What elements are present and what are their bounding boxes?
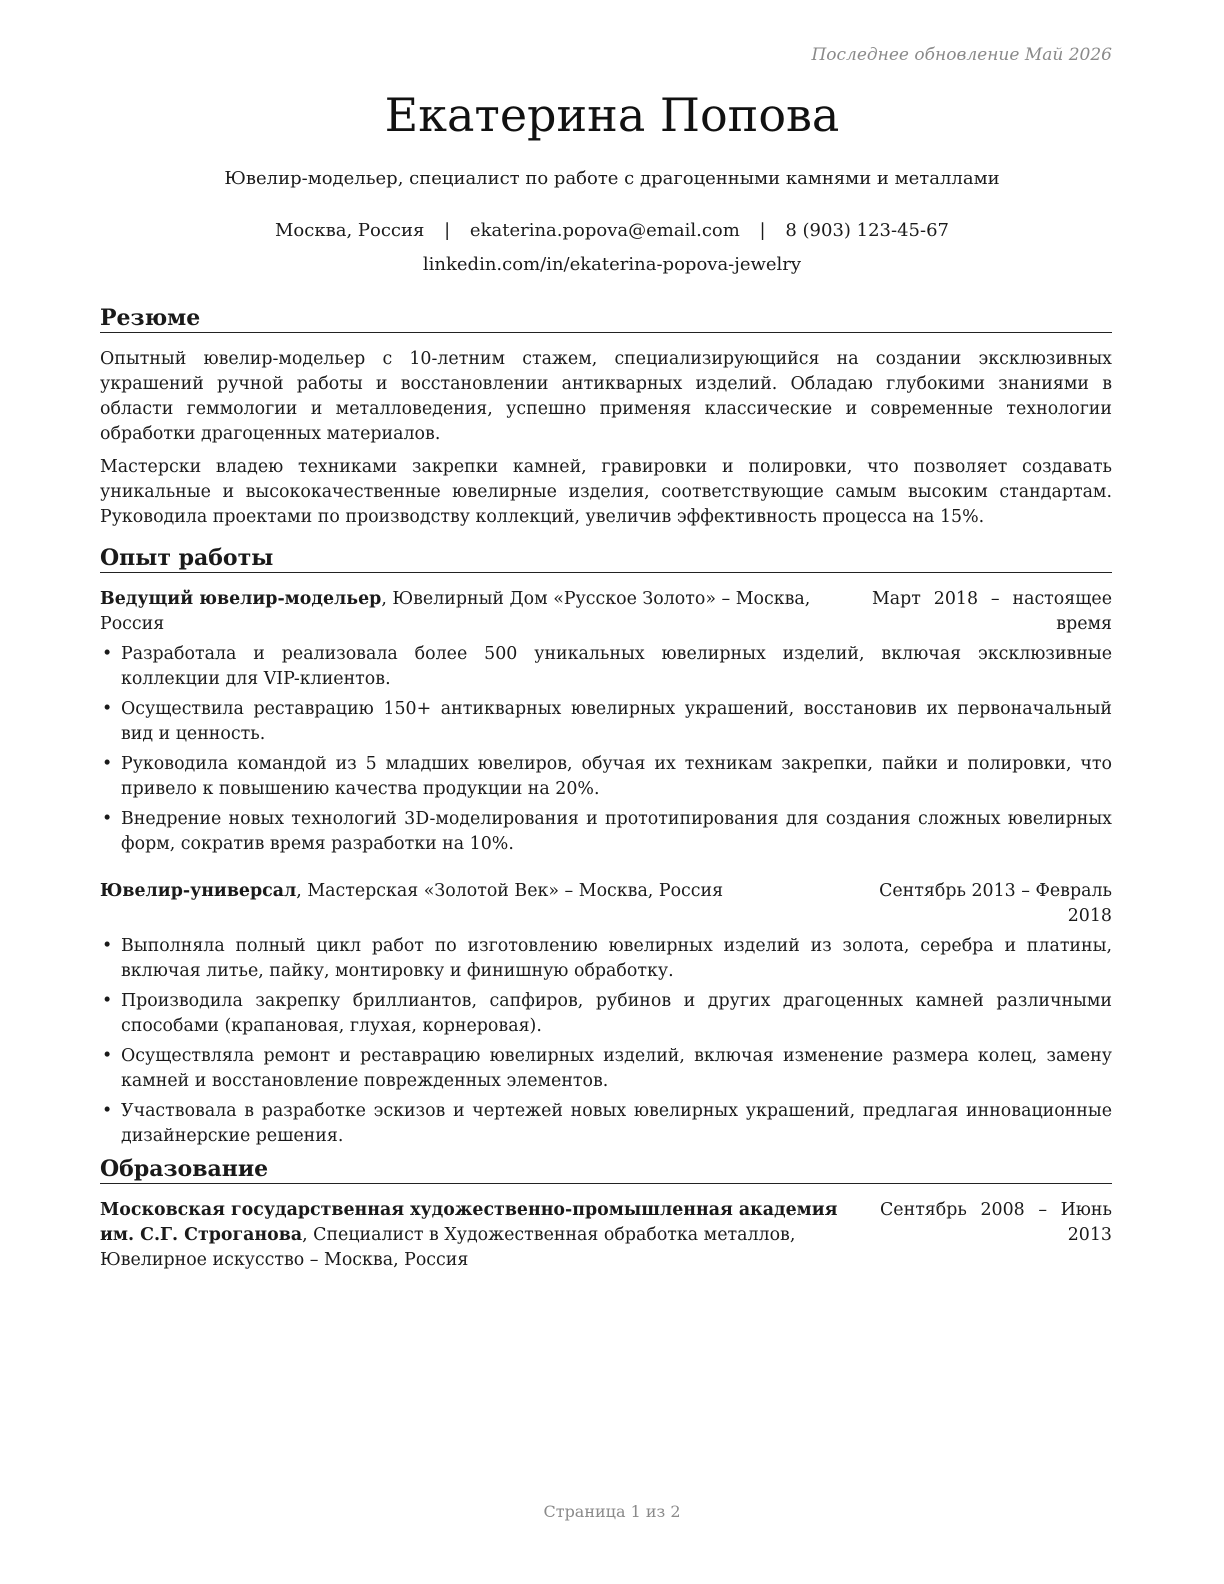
list-item: • Осуществила реставрацию 150+ антикварных ювелирных украшений, восстановив их первоначальный вид и ценность. xyxy=(100,697,1112,747)
job-company: , Ювелирный Дом «Русское Золото» – Москва, Россия xyxy=(100,589,811,634)
section-title-experience: Опыт работы xyxy=(100,544,1112,573)
education-details: , Специалист в Художественная обработка металлов, Ювелирное искусство – Москва, Россия xyxy=(100,1225,796,1270)
section-title-summary: Резюме xyxy=(100,304,1112,333)
list-item: • Производила закрепку бриллиантов, сапфиров, рубинов и других драгоценных камней различными способами (крапановая, глухая, корнеровая). xyxy=(100,989,1112,1039)
job-bullets xyxy=(100,642,1112,857)
list-item: • Внедрение новых технологий 3D-моделирования и прототипирования для создания сложных ювелирных форм, сократив время разработки на 10%. xyxy=(100,807,1112,857)
list-item: • Разработала и реализовала более 500 уникальных ювелирных изделий, включая эксклюзивные коллекции для VIP-клиентов. xyxy=(100,642,1112,692)
job-company: , Мастерская «Золотой Век» – Москва, Россия xyxy=(296,881,724,901)
job-dates: Март 2018 – настоящее время xyxy=(872,589,1112,634)
summary-paragraph: Мастерски владею техниками закрепки камней, гравировки и полировки, что позволяет создавать уникальные и высококачественные ювелирные изделия, соответствующие самым высоким стандартам. Руководила проектами по производству коллекций, увеличив эффективность процесса на 15%. xyxy=(100,457,1112,527)
education-entry xyxy=(100,1198,1112,1273)
contact-line xyxy=(0,220,1224,241)
contact-separator: | xyxy=(444,220,451,241)
job-header xyxy=(100,587,1112,637)
job-dates: Сентябрь 2013 – Февраль 2018 xyxy=(879,881,1112,926)
list-item: • Участвовала в разработке эскизов и чертежей новых ювелирных украшений, предлагая инновационные дизайнерские решения. xyxy=(100,1099,1112,1149)
list-item: • Выполняла полный цикл работ по изготовлению ювелирных изделий из золота, серебра и платины, включая литье, пайку, монтировку и финишную обработку. xyxy=(100,934,1112,984)
contact-separator: | xyxy=(759,220,766,241)
job-entry xyxy=(100,587,1112,857)
list-item: • Осуществляла ремонт и реставрацию ювелирных изделий, включая изменение размера колец, замену камней и восстановление поврежденных элементов. xyxy=(100,1044,1112,1094)
summary-section xyxy=(100,347,1112,530)
job-position: Ведущий ювелир-модельер xyxy=(100,589,382,609)
last-updated: Последнее обновление Май 2026 xyxy=(811,45,1112,65)
email-link[interactable]: ekaterina.popova@email.com xyxy=(469,220,740,241)
job-header xyxy=(100,879,1112,929)
job-bullets xyxy=(100,934,1112,1149)
candidate-name: Екатерина Попова xyxy=(384,88,840,142)
location: Москва, Россия xyxy=(275,220,425,241)
section-title-education: Образование xyxy=(100,1155,1112,1184)
job-position: Ювелир-универсал xyxy=(100,881,297,901)
page-number: Страница 1 из 2 xyxy=(543,1502,681,1521)
phone: 8 (903) 123-45-67 xyxy=(785,220,949,241)
resume-content xyxy=(100,304,1112,1273)
job-entry xyxy=(100,879,1112,1149)
candidate-subtitle: Ювелир-модельер, специалист по работе с драгоценными камнями и металлами xyxy=(224,168,1000,189)
linkedin-link[interactable]: linkedin.com/in/ekaterina-popova-jewelry xyxy=(422,254,802,275)
education-institution: Московская государственная художественно-промышленная академия им. С.Г. Строганова xyxy=(100,1200,838,1245)
education-dates: Сентябрь 2008 – Июнь 2013 xyxy=(880,1200,1112,1245)
list-item: • Руководила командой из 5 младших ювелиров, обучая их техникам закрепки, пайки и полировки, что привело к повышению качества продукции на 20%. xyxy=(100,752,1112,802)
summary-paragraph: Опытный ювелир-модельер с 10-летним стажем, специализирующийся на создании эксклюзивных украшений ручной работы и восстановлении антикварных изделий. Обладаю глубокими знаниями в области геммологии и металловедения, успешно применяя классические и современные технологии обработки драгоценных материалов. xyxy=(100,349,1112,444)
